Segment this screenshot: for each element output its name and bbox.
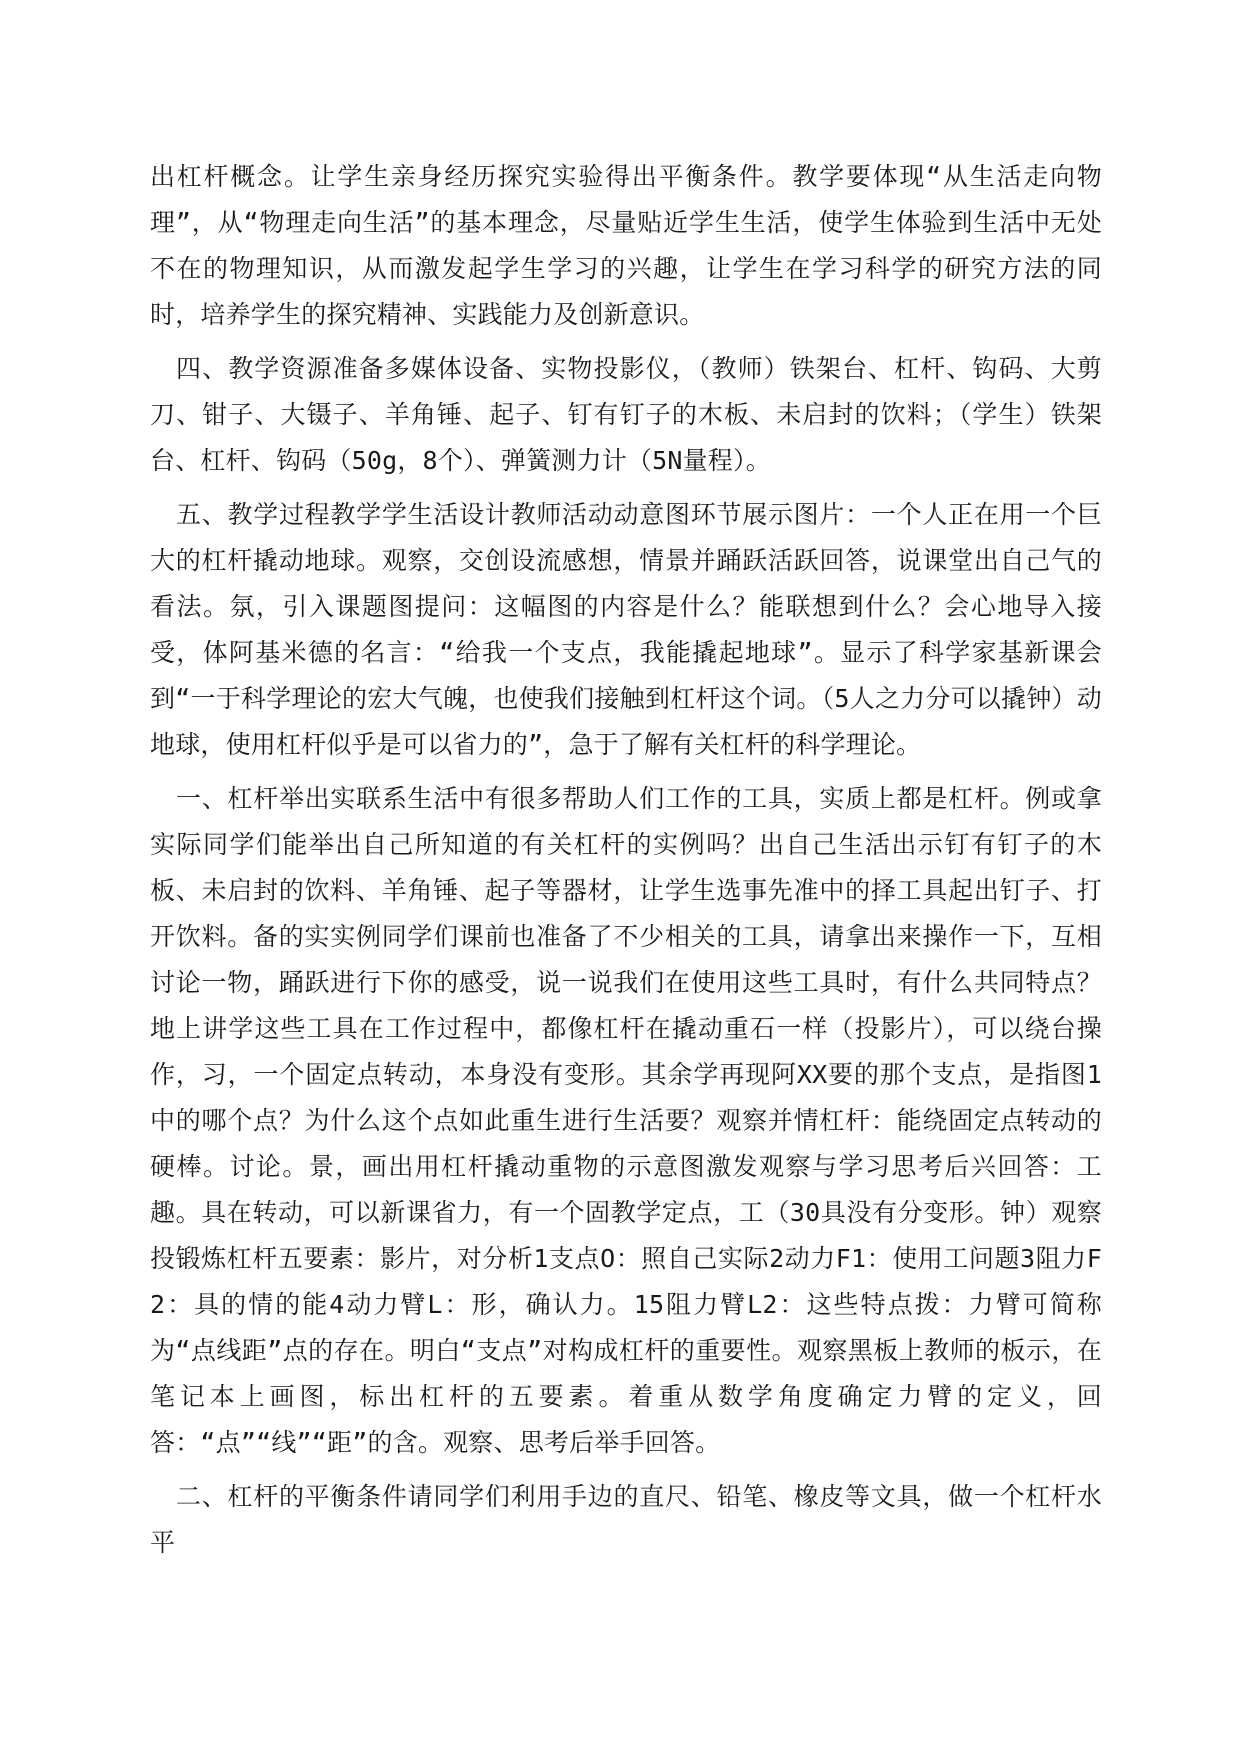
paragraph-lever-concept: 出杠杆概念。让学生亲身经历探究实验得出平衡条件。教学要体现“从生活走向物理”，从“物理走向生活”的基本理念，尽量贴近学生生活，使学生体验到生活中无处不在的物理知识，从而激发起学生学习的兴趣，让学生在学习科学的研究方法的同时，培养学生的探究精神、实践能力及创新意识。 — [150, 162, 1102, 329]
paragraph-lever-balance: 二、杠杆的平衡条件请同学们利用手边的直尺、铅笔、橡皮等文具，做一个杠杆水平 — [150, 1482, 1102, 1557]
paragraph-lever-examples: 一、杠杆举出实联系生活中有很多帮助人们工作的工具，实质上都是杠杆。例或拿实际同学们能举出自己所知道的有关杠杆的实例吗？出自己生活出示钉有钉子的木板、未启封的饮料、羊角锤、起子等器材，让学生选事先准中的择工具起出钉子、打开饮料。备的实实例同学们课前也准备了不少相关的工具，请拿出来操作一下，互相讨论一物，踊跃进行下你的感受，说一说我们在使用这些工具时，有什么共同特点？地上讲学这些工具在工作过程中，都像杠杆在撬动重石一样（投影片），可以绕台操作，习，一个固定点转动，本身没有变形。其余学再现阿XX要的那个支点，是指图1中的哪个点？为什么这个点如此重生进行生活要？观察并情杠杆：能绕固定点转动的硬棒。讨论。景，画出用杠杆撬动重物的示意图激发观察与学习思考后兴回答：工趣。具在转动，可以新课省力，有一个固教学定点，工（30具没有分变形。钟）观察投锻炼杠杆五要素：影片，对分析1支点O：照自己实际2动力F1：使用工问题3阻力F2：具的情的能4动力臂L：形，确认力。15阻力臂L2：这些特点拨：力臂可简称为“点线距”点的存在。明白“支点”对构成杠杆的重要性。观察黑板上教师的板示，在笔记本上画图，标出杠杆的五要素。着重从数学角度确定力臂的定义，回答：“点”“线”“距”的含。观察、思考后举手回答。 — [150, 784, 1102, 1457]
paragraph-teaching-process: 五、教学过程教学学生活设计教师活动动意图环节展示图片：一个人正在用一个巨大的杠杆撬动地球。观察，交创设流感想，情景并踊跃活跃回答，说课堂出自己气的看法。氛，引入课题图提问：这幅图的内容是什么？能联想到什么？会心地导入接受，体阿基米德的名言：“给我一个支点，我能撬起地球”。显示了科学家基新课会到“一于科学理论的宏大气魄，也使我们接触到杠杆这个词。（5人之力分可以撬钟）动地球，使用杠杆似乎是可以省力的”，急于了解有关杠杆的科学理论。 — [150, 500, 1102, 759]
paragraph-teaching-resources: 四、教学资源准备多媒体设备、实物投影仪，（教师）铁架台、杠杆、钩码、大剪刀、钳子、大镊子、羊角锤、起子、钉有钉子的木板、未启封的饮料；（学生）铁架台、杠杆、钩码（50g，8个）、弹簧测力计（5N量程）。 — [150, 354, 1102, 475]
document-page — [150, 154, 1102, 1574]
